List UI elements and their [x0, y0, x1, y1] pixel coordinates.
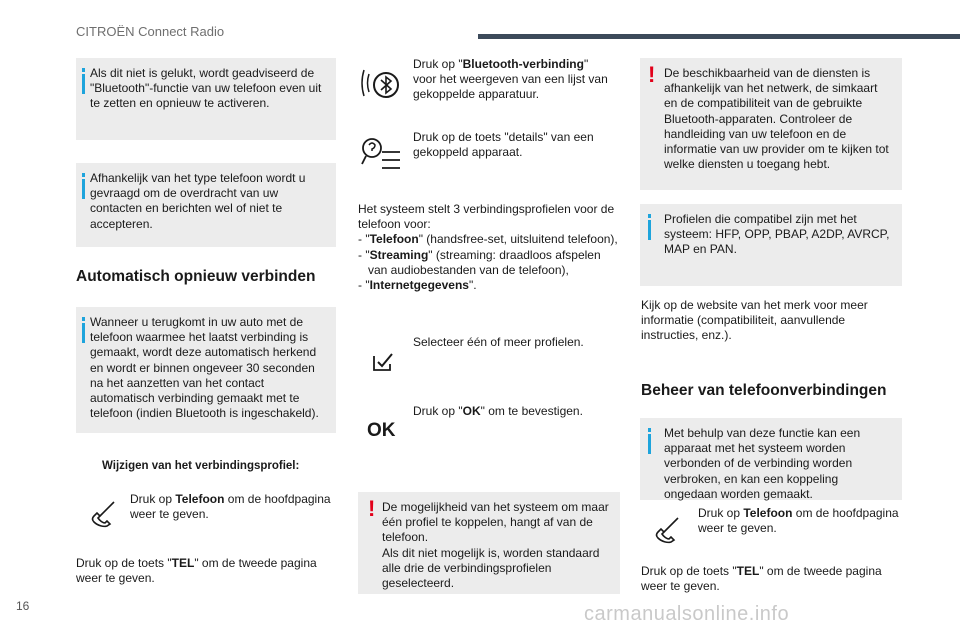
step-text: " voor het weergeven van een lijst van gekoppelde apparatuur.	[413, 57, 608, 102]
info-icon	[648, 214, 651, 218]
info-icon-bar	[648, 220, 651, 240]
ok-icon: OK	[367, 420, 396, 441]
section-heading-manage: Beheer van telefoonverbindingen	[641, 382, 887, 399]
warning-icon: !	[648, 62, 656, 87]
step-text: Druk op de toets "	[641, 564, 737, 578]
step-telefoon	[130, 492, 335, 522]
step-details: Druk op de toets "details" van een gekoppeld apparaat.	[413, 130, 594, 160]
step-text: " om te bevestigen.	[480, 404, 583, 418]
step-bold: TEL	[736, 564, 760, 578]
info-icon	[82, 68, 85, 72]
bluetooth-icon	[358, 60, 404, 106]
step-telefoon	[698, 506, 902, 536]
info-icon-bar	[82, 179, 85, 199]
info-icon	[82, 173, 85, 177]
step-bold: Telefoon	[175, 492, 225, 506]
profile-name: Telefoon	[369, 232, 419, 247]
warning-text: De beschikbaarheid van de diensten is afhankelijk van het netwerk, de simkaart en de compatibiliteit van de gebruikte Bluetooth-apparaten. Controleer de handleiding van uw telefoon en de informatie van uw provider om te kijken tot welke diensten u toegang hebt.	[664, 66, 889, 172]
step-text: Druk op	[130, 492, 176, 506]
info-note-3	[76, 307, 336, 433]
info-icon	[82, 317, 85, 321]
step-text: Druk op	[698, 506, 744, 520]
step-tel	[76, 556, 336, 586]
page-number: 16	[16, 599, 30, 613]
note-text: Met behulp van deze functie kan een apparaat met het systeem worden verbonden of de verbinding worden verbroken, en kan een koppeling ongedaan worden gemaakt.	[664, 426, 861, 501]
step-bold: TEL	[171, 556, 195, 570]
profile-name: Internetgegevens	[369, 278, 469, 293]
profile-desc: " (streaming: draadloos afspelen van audiobestanden van de telefoon),	[368, 247, 601, 277]
profiles-list	[358, 202, 620, 293]
note-text: Wanneer u terugkomt in uw auto met de telefoon waarmee het laatst verbinding is gemaakt, wordt deze automatisch herkend en wordt er binnen ongeveer 30 seconden na het aanzetten van het contact automatisch verbinding gemaakt met te telefoon (indien Bluetooth is ingeschakeld).	[90, 315, 319, 421]
info-icon-bar	[82, 323, 85, 343]
step-bold: Bluetooth-verbinding	[462, 57, 584, 71]
profile-item: - "Telefoon" (handsfree-set, uitsluitend telefoon),	[358, 232, 618, 247]
info-icon	[648, 428, 651, 432]
phone-handset-icon	[88, 496, 120, 528]
checkbox-icon	[370, 350, 396, 374]
profile-desc: ".	[468, 278, 477, 293]
website-info: Kijk op de website van het merk voor meer informatie (compatibiliteit, aanvullende instructies, enz.).	[641, 298, 868, 343]
profiles-intro: Het systeem stelt 3 verbindingsprofielen voor de telefoon voor:	[358, 202, 615, 232]
info-note-manage	[640, 418, 902, 500]
warning-text: De mogelijkheid van het systeem om maar één profiel te koppelen, hangt af van de telefoon. Als dit niet mogelijk is, worden standaard alle drie de verbindingsprofielen geselecteerd.	[382, 500, 609, 591]
warning-icon: !	[368, 496, 376, 521]
header-bar	[478, 34, 960, 39]
step-text: " om de tweede pagina weer te geven.	[641, 564, 882, 594]
step-bold: OK	[462, 404, 481, 418]
phone-handset-icon	[652, 512, 684, 544]
step-text: Druk op "	[413, 404, 463, 418]
section-heading-auto-reconnect: Automatisch opnieuw verbinden	[76, 268, 316, 285]
info-icon-bar	[82, 74, 85, 94]
step-tel	[641, 564, 903, 594]
header-title: CITROËN Connect Radio	[76, 24, 225, 39]
step-bluetooth	[413, 57, 611, 103]
step-text: Druk op "	[413, 57, 463, 71]
profile-item: - "Internetgegevens".	[358, 278, 477, 293]
profile-desc: " (handsfree-set, uitsluitend telefoon),	[418, 232, 618, 247]
note-text: Profielen die compatibel zijn met het systeem: HFP, OPP, PBAP, A2DP, AVRCP, MAP en PAN.	[664, 212, 890, 257]
details-icon	[360, 134, 404, 174]
info-note-profiles	[640, 204, 902, 286]
note-text: Als dit niet is gelukt, wordt geadviseerd de "Bluetooth"-functie van uw telefoon even uit te zetten en opnieuw te activeren.	[90, 66, 322, 111]
info-note-1	[76, 58, 336, 140]
info-icon-bar	[648, 434, 651, 454]
subheading-profile: Wijzigen van het verbindingsprofiel:	[102, 460, 300, 472]
warning-note-services	[640, 58, 902, 190]
step-text: Druk op de toets "	[76, 556, 172, 570]
step-text: om de hoofdpagina weer te geven.	[130, 492, 331, 522]
watermark: carmanualsonline.info	[584, 603, 790, 625]
warning-note-profiles	[358, 492, 620, 594]
step-text: om de hoofdpagina weer te geven.	[698, 506, 899, 536]
note-text: Afhankelijk van het type telefoon wordt u gevraagd om de overdracht van uw contacten en berichten wel of niet te accepteren.	[90, 171, 306, 231]
step-bold: Telefoon	[743, 506, 793, 520]
profile-name: Streaming	[369, 247, 429, 262]
profile-item: - "Streaming" (streaming: draadloos afspelen van audiobestanden van de telefoon),	[358, 247, 601, 277]
step-text: " om de tweede pagina weer te geven.	[76, 556, 317, 586]
step-select: Selecteer één of meer profielen.	[413, 335, 584, 349]
info-note-2	[76, 163, 336, 247]
step-ok	[413, 404, 611, 419]
